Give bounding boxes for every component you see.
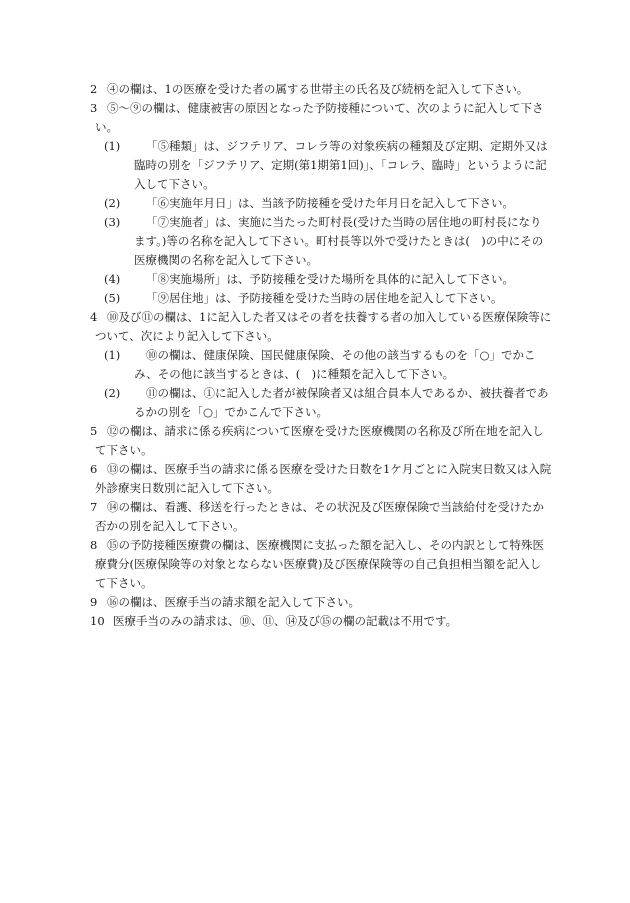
instruction-item-9 — [90, 593, 552, 612]
item-number: 2 — [90, 82, 98, 96]
sub-item-3-5 — [104, 289, 552, 308]
sub-item-number: (1) — [104, 139, 121, 153]
instruction-item-8 — [90, 536, 552, 593]
sub-item-3-2 — [104, 194, 552, 213]
item-text: ⑫の欄は、請求に係る疾病について医療を受けた医療機関の名称及び所在地を記入して下さい。 — [95, 424, 544, 457]
instruction-item-3 — [90, 99, 552, 137]
sub-item-text: 「⑥実施年月日」は、当該予防接種を受けた年月日を記入して下さい。 — [146, 196, 514, 210]
item-number: 3 — [90, 101, 98, 115]
item-text: ⑯の欄は、医療手当の請求額を記入して下さい。 — [107, 595, 360, 609]
instruction-item-6 — [90, 460, 552, 498]
sub-item-number: (2) — [104, 386, 121, 400]
sub-item-4-2 — [104, 384, 552, 422]
instruction-item-5 — [90, 422, 552, 460]
item-text: ⑩及び⑪の欄は、1に記入した者又はその者を扶養する者の加入している医療保険等について、次により記入して下さい。 — [95, 310, 552, 343]
item-text: ④の欄は、1の医療を受けた者の属する世帯主の氏名及び続柄を記入して下さい。 — [107, 82, 529, 96]
item-number: 10 — [90, 614, 105, 628]
sub-item-number: (5) — [104, 291, 121, 305]
instruction-item-7 — [90, 498, 552, 536]
item-number: 4 — [90, 310, 98, 324]
sub-item-text: 「⑦実施者」は、実施に当たった町村長(受けた当時の居住地の町村長になります。)等の名称を記入して下さい。町村長等以外で受けたときは( )の中にその医療機関の名称を記入して下さい。 — [134, 215, 544, 267]
item-number: 8 — [90, 538, 98, 552]
instruction-item-4 — [90, 308, 552, 346]
sub-item-text: 「⑧実施場所」は、予防接種を受けた場所を具体的に記入して下さい。 — [146, 272, 514, 286]
sub-item-4-1 — [104, 346, 552, 384]
item-number: 9 — [90, 595, 98, 609]
sub-item-text: 「⑨居住地」は、予防接種を受けた当時の居住地を記入して下さい。 — [146, 291, 503, 305]
sub-item-number: (3) — [104, 215, 121, 229]
item-text: ⑬の欄は、医療手当の請求に係る医療を受けた日数を1ケ月ごとに入院実日数又は入院外診療実日数別に記入して下さい。 — [95, 462, 552, 495]
sub-item-3-4 — [104, 270, 552, 289]
item-text: ⑤〜⑨の欄は、健康被害の原因となった予防接種について、次のように記入して下さい。 — [95, 101, 544, 134]
sub-item-3-3 — [104, 213, 552, 270]
instruction-item-2 — [90, 80, 552, 99]
item-number: 6 — [90, 462, 98, 476]
sub-item-number: (1) — [104, 348, 121, 362]
item-number: 5 — [90, 424, 98, 438]
sub-item-text: 「⑤種類」は、ジフテリア、コレラ等の対象疾病の種類及び定期、定期外又は臨時の別を「ジフテリア、定期(第1期第1回)」、「コレラ、臨時」というように記入して下さい。 — [134, 139, 548, 191]
sub-item-number: (4) — [104, 272, 121, 286]
item-number: 7 — [90, 500, 98, 514]
sub-item-text: ⑩の欄は、健康保険、国民健康保険、その他の該当するものを「○」でかこみ、その他に該当するときは、( )に種類を記入して下さい。 — [134, 348, 536, 381]
sub-item-number: (2) — [104, 196, 121, 210]
item-text: 医療手当のみの請求は、⑩、⑪、⑭及び⑮の欄の記載は不用です。 — [113, 614, 458, 628]
item-text: ⑭の欄は、看護、移送を行ったときは、その状況及び医療保険で当該給付を受けたか否かの別を記入して下さい。 — [95, 500, 544, 533]
sub-item-text: ⑪の欄は、①に記入した者が被保険者又は組合員本人であるか、被扶養者であるかの別を「○」でかこんで下さい。 — [134, 386, 549, 419]
item-text: ⑮の予防接種医療費の欄は、医療機関に支払った額を記入し、その内訳として特殊医療費分(医療保険等の対象とならない医療費)及び医療保険等の自己負担相当額を記入して下さい。 — [95, 538, 544, 590]
sub-item-3-1 — [104, 137, 552, 194]
instruction-item-10 — [90, 612, 552, 631]
